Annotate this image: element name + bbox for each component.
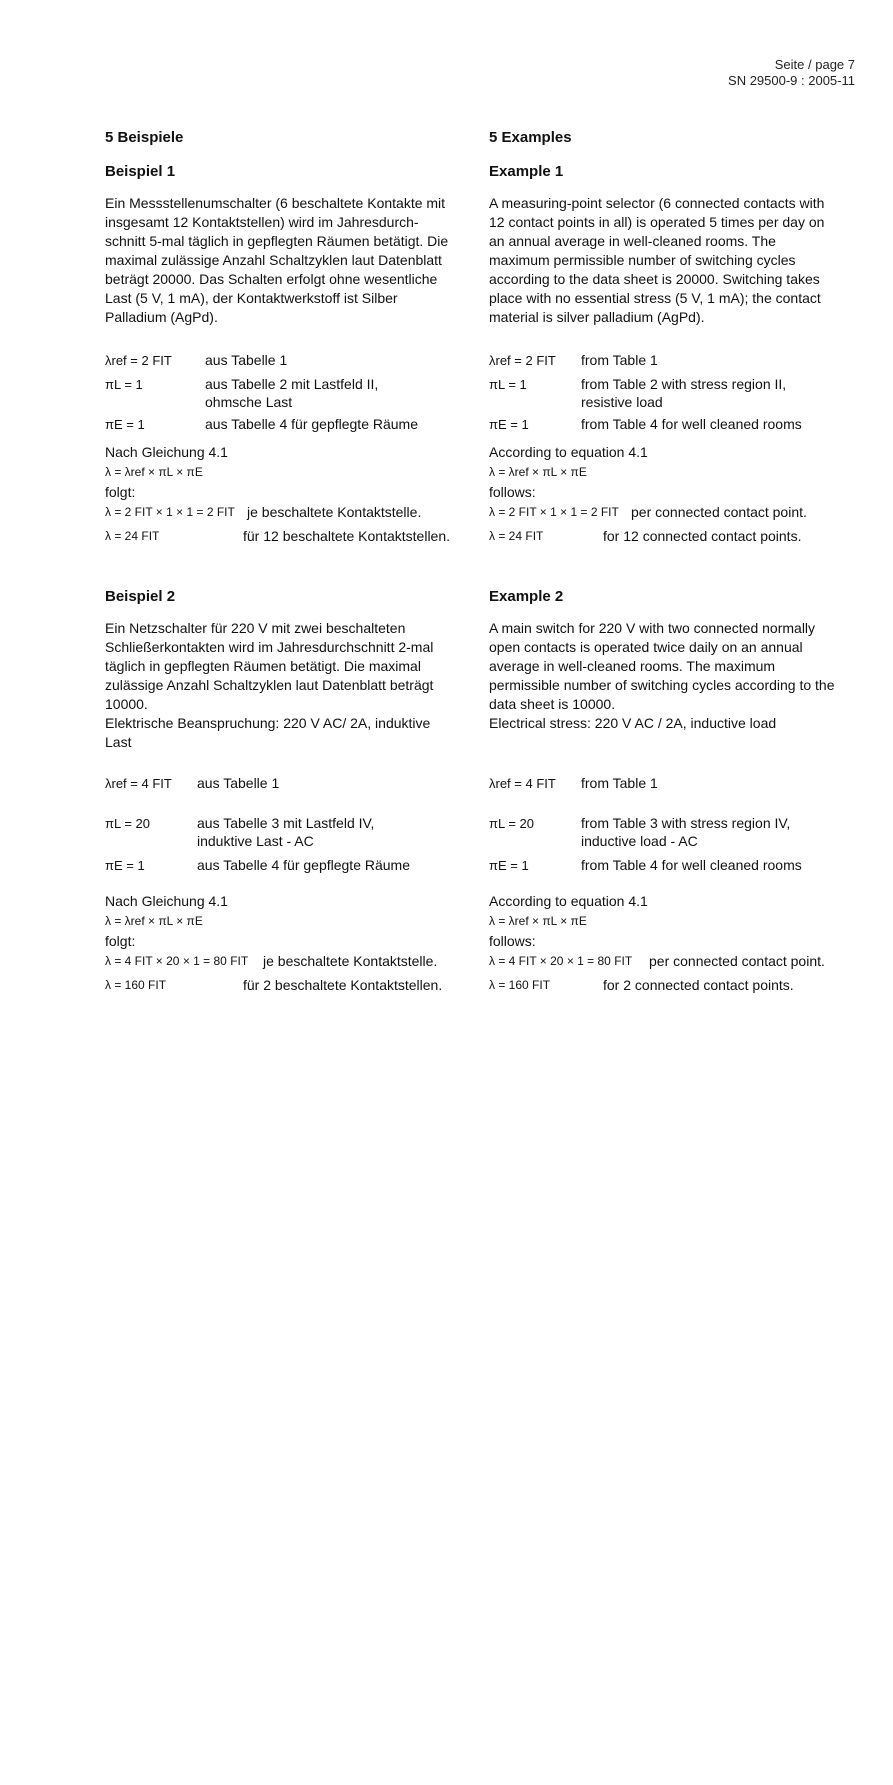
result-total (489, 976, 859, 1000)
result-text: for 2 connected contact points. (603, 977, 794, 993)
result-formula: λ = 24 FIT (489, 529, 544, 543)
result-text: per connected contact point. (649, 953, 825, 969)
example-2-text: Ein Netzschalter für 220 V mit zwei beschalteten Schließerkontakten wird im Jahresdurchschnitt 2-mal täglich in gepflegten Räumen betätigt. Die maximal zulässige Anzahl Schaltzyklen laut Datenblatt beträgt 10000. Elektrische Beanspruchung: 220 V AC/ 2A, induktive Last (105, 620, 434, 750)
page-header (728, 57, 855, 89)
result-per-contact (489, 503, 859, 527)
result-formula: λ = 4 FIT × 20 × 1 = 80 FIT (105, 954, 249, 968)
result-formula: λ = 4 FIT × 20 × 1 = 80 FIT (489, 954, 633, 968)
equation: λ = λref × πL × πE (105, 465, 203, 479)
result-formula: λ = 160 FIT (105, 978, 167, 992)
result-formula: λ = 24 FIT (105, 529, 160, 543)
factor-lambda-ref (105, 774, 470, 814)
factor-description: aus Tabelle 4 für gepflegte Räume (197, 857, 410, 873)
example-1-title: Beispiel 1 (105, 163, 176, 180)
page-number: Seite / page 7 (774, 57, 855, 72)
result-text: für 2 beschaltete Kontaktstellen. (243, 977, 443, 993)
factor-description: aus Tabelle 2 mit Lastfeld II, ohmsche Last (205, 376, 379, 410)
equation-intro: Nach Gleichung 4.1 (105, 444, 228, 460)
factor-pi-e (105, 415, 470, 443)
german-column (105, 128, 470, 1000)
factor-symbol: λref = 2 FIT (105, 353, 172, 368)
factor-description: from Table 1 (581, 352, 658, 368)
equation-intro: According to equation 4.1 (489, 444, 648, 460)
result-formula: λ = 160 FIT (489, 978, 551, 992)
factor-symbol: πE = 1 (489, 417, 529, 432)
factor-description: from Table 3 with stress region IV, inductive load - AC (581, 815, 791, 849)
follows-label: folgt: (105, 484, 136, 500)
factor-lambda-ref (105, 351, 470, 375)
factor-description: aus Tabelle 4 für gepflegte Räume (205, 416, 418, 432)
factor-pi-e (489, 415, 859, 443)
result-formula: λ = 2 FIT × 1 × 1 = 2 FIT (489, 505, 619, 519)
factor-symbol: λref = 4 FIT (489, 776, 556, 791)
factor-lambda-ref (489, 774, 859, 814)
factor-pi-e (105, 856, 470, 892)
equation: λ = λref × πL × πE (489, 914, 587, 928)
equation-intro: According to equation 4.1 (489, 893, 648, 909)
factor-pi-l (489, 375, 859, 415)
result-total (105, 527, 470, 551)
factor-symbol: πL = 20 (489, 816, 534, 831)
factor-description: from Table 4 for well cleaned rooms (581, 416, 802, 432)
factor-symbol: πL = 20 (105, 816, 150, 831)
factor-symbol: πE = 1 (489, 858, 529, 873)
example-1-text: Ein Messstellenumschalter (6 beschaltete Kontakte mit insgesamt 12 Kontaktstellen) wird im Jahresdurch- schnitt 5-mal täglich in gepflegten Räumen betätigt. Die maximal zulässige Anzahl Schaltzyklen laut Datenblatt beträgt 20000. Das Schalten erfolgt ohne wesentliche Last (5 V, 1 mA), der Kontaktwerkstoff ist Silber Palladium (AgPd). (105, 195, 449, 325)
factor-symbol: λref = 4 FIT (105, 776, 172, 791)
factor-lambda-ref (489, 351, 859, 375)
factor-pi-l (105, 375, 470, 415)
result-per-contact (105, 503, 470, 527)
follows-label: follows: (489, 933, 536, 949)
follows-label: follows: (489, 484, 536, 500)
factor-pi-e (489, 856, 859, 892)
example-1-title: Example 1 (489, 163, 564, 180)
result-text: je beschaltete Kontaktstelle. (263, 953, 438, 969)
factor-description: from Table 2 with stress region II, resistive load (581, 376, 787, 410)
example-2-title: Example 2 (489, 588, 564, 605)
result-text: for 12 connected contact points. (603, 528, 802, 544)
equation: λ = λref × πL × πE (105, 914, 203, 928)
result-formula: λ = 2 FIT × 1 × 1 = 2 FIT (105, 505, 235, 519)
factor-description: from Table 4 for well cleaned rooms (581, 857, 802, 873)
result-total (105, 976, 470, 1000)
example-2-text: A main switch for 220 V with two connected normally open contacts is operated twice daily on an annual average in well-cleaned rooms. The maximum permissible number of switching cycles according to the data sheet is 10000. Electrical stress: 220 V AC / 2A, inductive load (489, 620, 835, 731)
example-1-text: A measuring-point selector (6 connected contacts with 12 contact points in all) is operated 5 times per day on an annual average in well-cleaned rooms. The maximum permissible number of switching cycles according to the data sheet is 20000. Switching takes place with no essential stress (5 V, 1 mA); the contact material is silver palladium (AgPd). (489, 195, 825, 325)
factor-symbol: λref = 2 FIT (489, 353, 556, 368)
result-per-contact (105, 952, 470, 976)
equation: λ = λref × πL × πE (489, 465, 587, 479)
factor-pi-l (105, 814, 470, 856)
factor-pi-l (489, 814, 859, 856)
factor-symbol: πE = 1 (105, 417, 145, 432)
result-text: für 12 beschaltete Kontaktstellen. (243, 528, 451, 544)
section-heading: 5 Examples (489, 129, 572, 146)
equation-intro: Nach Gleichung 4.1 (105, 893, 228, 909)
english-column (489, 128, 859, 1000)
result-per-contact (489, 952, 859, 976)
factor-description: from Table 1 (581, 775, 658, 791)
follows-label: folgt: (105, 933, 136, 949)
example-2-title: Beispiel 2 (105, 588, 176, 605)
document-id: SN 29500-9 : 2005-11 (728, 73, 855, 88)
factor-description: aus Tabelle 1 (205, 352, 288, 368)
section-heading: 5 Beispiele (105, 129, 184, 146)
factor-symbol: πL = 1 (489, 377, 527, 392)
factor-description: aus Tabelle 1 (197, 775, 280, 791)
result-text: je beschaltete Kontaktstelle. (247, 504, 422, 520)
factor-description: aus Tabelle 3 mit Lastfeld IV, induktive Last - AC (197, 815, 375, 849)
result-text: per connected contact point. (631, 504, 807, 520)
result-total (489, 527, 859, 551)
factor-symbol: πE = 1 (105, 858, 145, 873)
factor-symbol: πL = 1 (105, 377, 143, 392)
